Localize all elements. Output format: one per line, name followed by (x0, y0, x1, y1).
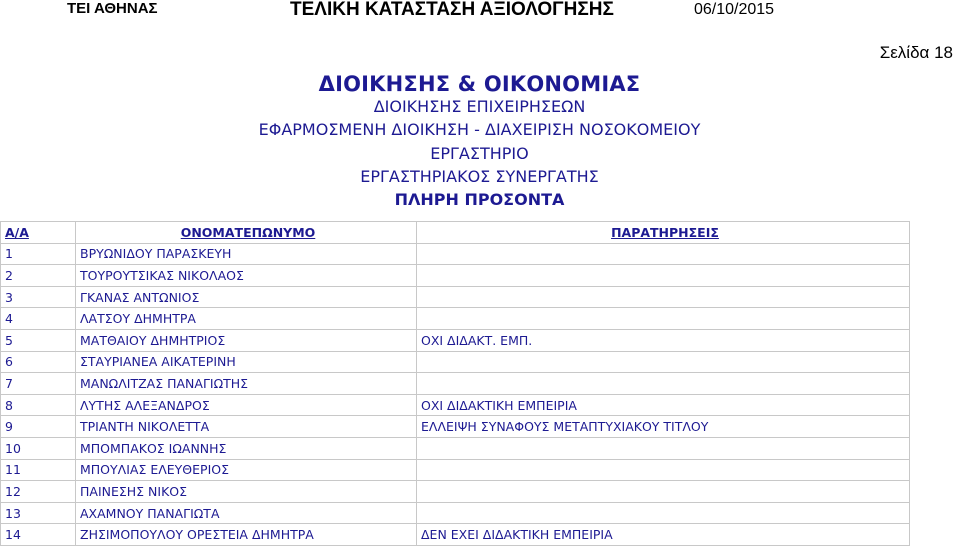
row-name: ΜΑΝΩΛΙΤΖΑΣ ΠΑΝΑΓΙΩΤΗΣ (76, 373, 417, 395)
table-row (1, 437, 910, 459)
row-name: ΜΠΟΜΠΑΚΟΣ ΙΩΑΝΝΗΣ (76, 437, 417, 459)
table-row (1, 416, 910, 438)
row-remarks (417, 308, 910, 330)
row-remarks (417, 351, 910, 373)
row-remarks: ΕΛΛΕΙΨΗ ΣΥΝΑΦΟΥΣ ΜΕΤΑΠΤΥΧΙΑΚΟΥ ΤΙΤΛΟΥ (417, 416, 910, 438)
column-header-remarks: ΠΑΡΑΤΗΡΗΣΕΙΣ (417, 222, 910, 244)
row-remarks: ΟΧΙ ΔΙΔΑΚΤΙΚΗ ΕΜΠΕΙΡΙΑ (417, 394, 910, 416)
row-remarks (417, 373, 910, 395)
row-number: 3 (1, 286, 76, 308)
row-name: ΓΚΑΝΑΣ ΑΝΤΩΝΙΟΣ (76, 286, 417, 308)
row-remarks (417, 265, 910, 287)
row-remarks: ΔΕΝ ΕΧΕΙ ΔΙΔΑΚΤΙΚΗ ΕΜΠΕΙΡΙΑ (417, 524, 910, 546)
table-row (1, 502, 910, 524)
row-remarks (417, 502, 910, 524)
qualification-title: ΠΛΗΡΗ ΠΡΟΣΟΝΤΑ (394, 190, 565, 209)
report-date: 06/10/2015 (694, 1, 775, 18)
row-number: 6 (1, 351, 76, 373)
row-number: 5 (1, 329, 76, 351)
table-body (1, 243, 910, 545)
table-header-row (1, 222, 910, 244)
row-name: ΒΡΥΩΝΙΔΟΥ ΠΑΡΑΣΚΕΥΗ (76, 243, 417, 265)
row-number: 9 (1, 416, 76, 438)
role-title: ΕΡΓΑΣΤΗΡΙΑΚΟΣ ΣΥΝΕΡΓΑΤΗΣ (360, 167, 599, 186)
row-number: 11 (1, 459, 76, 481)
table-row (1, 459, 910, 481)
course-type: ΕΡΓΑΣΤΗΡΙΟ (430, 144, 529, 163)
school-title: ΔΙΟΙΚΗΣΗΣ & ΟΙΚΟΝΟΜΙΑΣ (318, 72, 641, 96)
row-number: 4 (1, 308, 76, 330)
row-number: 14 (1, 524, 76, 546)
table-row (1, 524, 910, 546)
row-number: 12 (1, 481, 76, 503)
page-number: Σελίδα 18 (879, 43, 953, 62)
row-remarks (417, 437, 910, 459)
table-row (1, 308, 910, 330)
row-remarks (417, 286, 910, 308)
table-row (1, 373, 910, 395)
row-remarks: ΟΧΙ ΔΙΔΑΚΤ. ΕΜΠ. (417, 329, 910, 351)
institution-name: ΤΕΙ ΑΘΗΝΑΣ (67, 0, 158, 17)
table-row (1, 265, 910, 287)
row-number: 7 (1, 373, 76, 395)
report-title: ΤΕΛΙΚΗ ΚΑΤΑΣΤΑΣΗ ΑΞΙΟΛΟΓΗΣΗΣ (290, 0, 614, 20)
row-name: ΜΑΤΘΑΙΟΥ ΔΗΜΗΤΡΙΟΣ (76, 329, 417, 351)
table-row (1, 481, 910, 503)
row-name: ΑΧΑΜΝΟΥ ΠΑΝΑΓΙΩΤΑ (76, 502, 417, 524)
table-row (1, 394, 910, 416)
department-title: ΔΙΟΙΚΗΣΗΣ ΕΠΙΧΕΙΡΗΣΕΩΝ (373, 97, 586, 116)
row-remarks (417, 243, 910, 265)
row-name: ΠΑΙΝΕΣΗΣ ΝΙΚΟΣ (76, 481, 417, 503)
row-name: ΤΡΙΑΝΤΗ ΝΙΚΟΛΕΤΤΑ (76, 416, 417, 438)
table-row (1, 243, 910, 265)
row-name: ΛΑΤΣΟΥ ΔΗΜΗΤΡΑ (76, 308, 417, 330)
row-name: ΖΗΣΙΜΟΠΟΥΛΟΥ ΟΡΕΣΤΕΙΑ ΔΗΜΗΤΡΑ (76, 524, 417, 546)
row-number: 1 (1, 243, 76, 265)
row-number: 10 (1, 437, 76, 459)
course-title: ΕΦΑΡΜΟΣΜΕΝΗ ΔΙΟΙΚΗΣΗ - ΔΙΑΧΕΙΡΙΣΗ ΝΟΣΟΚΟΜΕΙΟΥ (258, 120, 701, 139)
row-remarks (417, 481, 910, 503)
row-name: ΣΤΑΥΡΙΑΝΕΑ ΑΙΚΑΤΕΡΙΝΗ (76, 351, 417, 373)
row-number: 2 (1, 265, 76, 287)
evaluation-table (0, 221, 910, 546)
table-row (1, 286, 910, 308)
table-row (1, 351, 910, 373)
row-name: ΜΠΟΥΛΙΑΣ ΕΛΕΥΘΕΡΙΟΣ (76, 459, 417, 481)
table-row (1, 329, 910, 351)
column-header-number: Α/Α (1, 222, 76, 244)
row-number: 8 (1, 394, 76, 416)
row-remarks (417, 459, 910, 481)
row-name: ΛΥΤΗΣ ΑΛΕΞΑΝΔΡΟΣ (76, 394, 417, 416)
row-name: ΤΟΥΡΟΥΤΣΙΚΑΣ ΝΙΚΟΛΑΟΣ (76, 265, 417, 287)
row-number: 13 (1, 502, 76, 524)
report-header (0, 0, 959, 20)
column-header-name: ΟΝΟΜΑΤΕΠΩΝΥΜΟ (76, 222, 417, 244)
